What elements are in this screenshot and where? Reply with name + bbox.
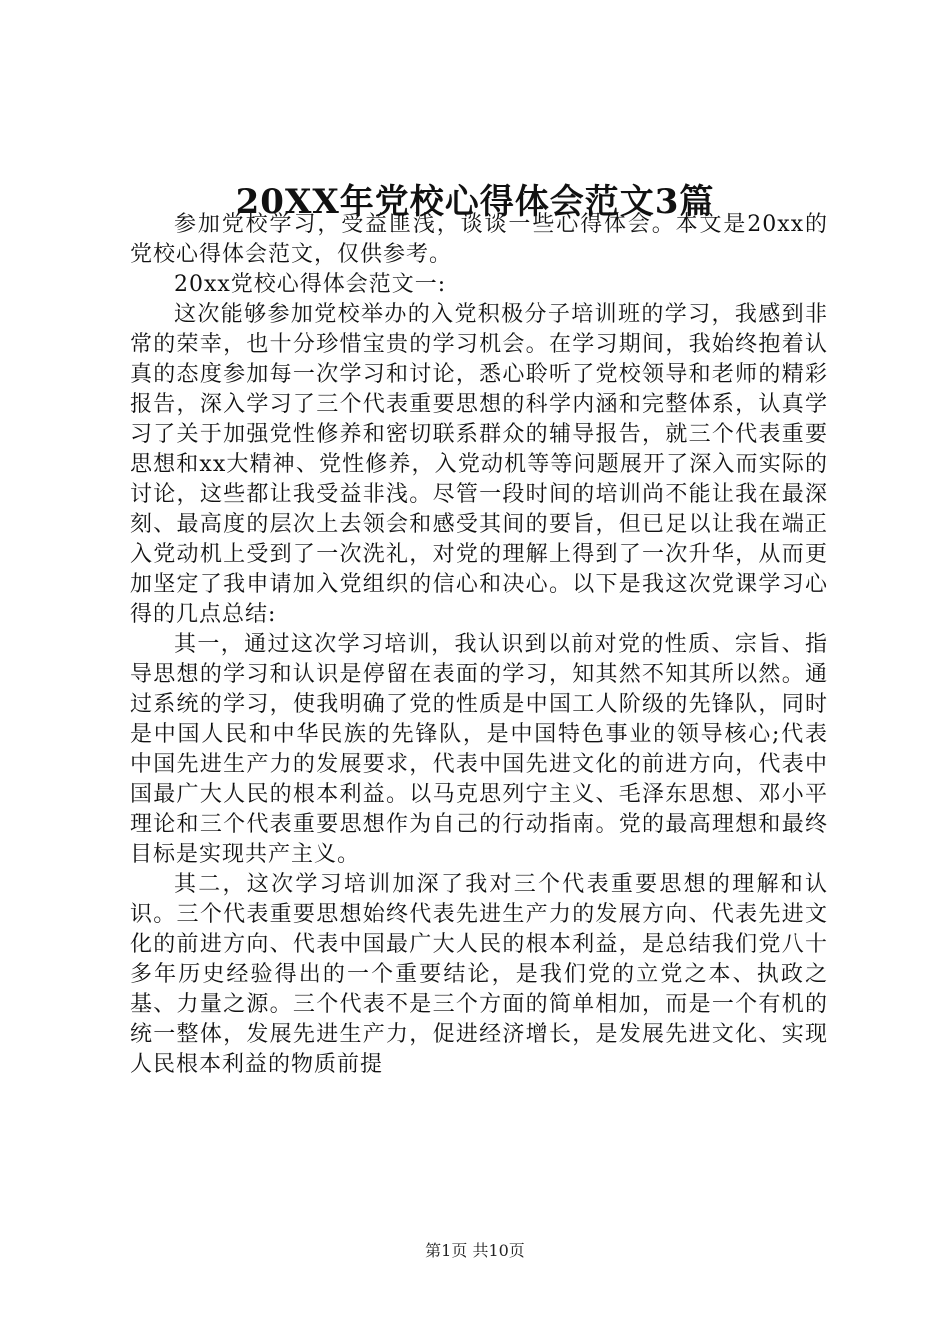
body-paragraph-2: 其一，通过这次学习培训，我认识到以前对党的性质、宗旨、指导思想的学习和认识是停留在表面的学习，知其然不知其所以然。通过系统的学习，使我明确了党的性质是中国工人阶级的先锋队，同时是中国人民和中华民族的先锋队，是中国特色事业的领导核心;代表中国先进生产力的发展要求，代表中国先进文化的前进方向，代表中国最广大人民的根本利益。以马克思列宁主义、毛泽东思想、邓小平理论和三个代表重要思想作为自己的行动指南。党的最高理想和最终目标是实现共产主义。 [130, 632, 828, 867]
section-heading: 20xx党校心得体会范文一: [174, 272, 447, 297]
body-paragraph-3: 其二，这次学习培训加深了我对三个代表重要思想的理解和认识。三个代表重要思想始终代表先进生产力的发展方向、代表先进文化的前进方向、代表中国最广大人民的根本利益，是总结我们党八十多年历史经验得出的一个重要结论，是我们党的立党之本、执政之基、力量之源。三个代表不是三个方面的简单相加，而是一个有机的统一整体，发展先进生产力，促进经济增长，是发展先进文化、实现人民根本利益的物质前提 [130, 872, 828, 1077]
body-paragraph-1: 这次能够参加党校举办的入党积极分子培训班的学习，我感到非常的荣幸，也十分珍惜宝贵的学习机会。在学习期间，我始终抱着认真的态度参加每一次学习和讨论，悉心聆听了党校领导和老师的精彩报告，深入学习了三个代表重要思想的科学内涵和完整体系，认真学习了关于加强党性修养和密切联系群众的辅导报告，就三个代表重要思想和xx大精神、党性修养，入党动机等等问题展开了深入而实际的讨论，这些都让我受益非浅。尽管一段时间的培训尚不能让我在最深刻、最高度的层次上去领会和感受其间的要旨，但已足以让我在端正入党动机上受到了一次洗礼，对党的理解上得到了一次升华，从而更加坚定了我申请加入党组织的信心和决心。以下是我这次党课学习心得的几点总结: [130, 302, 828, 627]
document-body [130, 210, 828, 1080]
document-title: 20XX年党校心得体会范文3篇 [235, 182, 715, 222]
page-number-footer: 第1页 共10页 [425, 1241, 525, 1260]
intro-paragraph: 参加党校学习，受益匪浅，谈谈一些心得体会。本文是20xx的党校心得体会范文，仅供参考。 [130, 212, 828, 267]
